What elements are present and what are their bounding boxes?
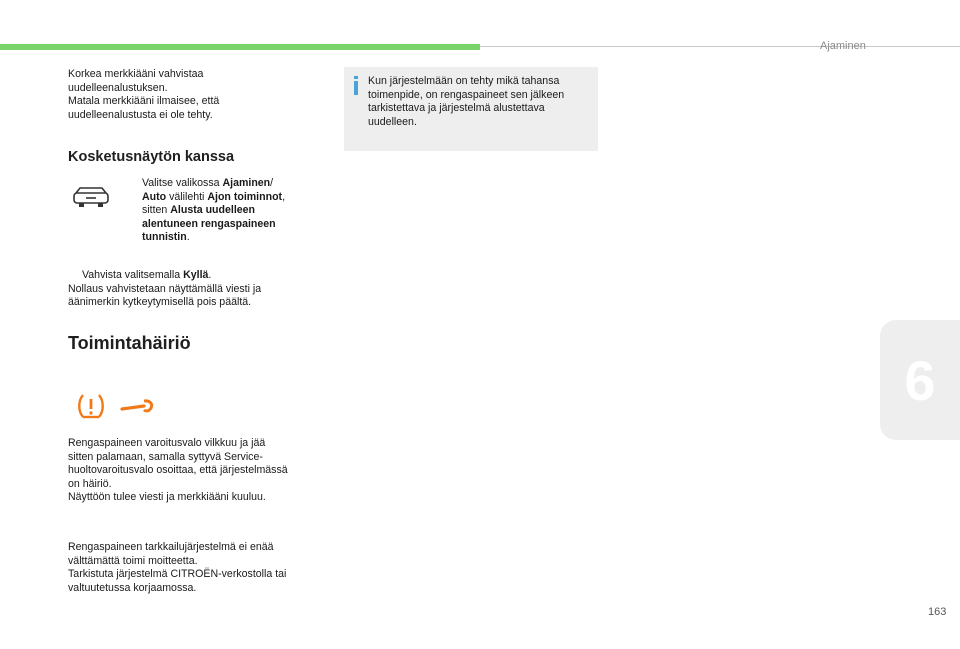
para-line: on häiriö. <box>68 477 112 490</box>
chapter-number: 6 <box>904 348 936 412</box>
info-line: uudelleen. <box>368 115 417 128</box>
car-settings-icon <box>72 185 110 211</box>
intro-line: uudelleenalustuksen. <box>68 81 168 94</box>
step1-bold: Alusta uudelleen <box>170 204 256 216</box>
step1-line <box>128 191 328 205</box>
step2-line: äänimerkin kytkeytymisellä pois päältä. <box>68 296 252 308</box>
malfunction-heading: Toimintahäiriö <box>68 333 191 353</box>
para-line: Rengaspaineen varoitusvalo vilkkuu ja jää <box>68 437 266 449</box>
intro-line: Korkea merkkiääni vahvistaa <box>68 68 204 80</box>
para-line: Tarkistuta järjestelmä CITROËN-verkostolla tai <box>68 568 287 580</box>
intro-line: uudelleenalustusta ei ole tehty. <box>68 108 213 121</box>
header-accent-bar <box>0 44 480 50</box>
info-line: tarkistettava ja järjestelmä alustettava <box>368 102 545 114</box>
step1-text: / <box>270 177 274 189</box>
touchscreen-step2 <box>68 269 338 310</box>
para-line: huoltovaroitusvalo osoittaa, että järjestelmässä <box>68 464 288 476</box>
para-line: valtuutetussa korjaamossa. <box>68 581 197 594</box>
intro-text <box>68 68 338 122</box>
step1-text: , <box>282 190 286 203</box>
step1-bold: Ajon toiminnot <box>207 190 283 203</box>
page-number: 163 <box>928 606 947 618</box>
step1-text: Valitse valikossa <box>142 177 223 189</box>
para-line: välttämättä toimi moitteetta. <box>68 554 198 567</box>
touchscreen-heading: Kosketusnäytön kanssa <box>68 149 235 165</box>
chapter-tab <box>880 320 960 440</box>
service-wrench-icon <box>120 398 154 416</box>
step1-bold: Ajaminen <box>222 177 271 189</box>
step1-line <box>128 231 328 245</box>
step1-line <box>128 218 328 232</box>
info-icon <box>354 76 358 95</box>
para-line: Rengaspaineen tarkkailujärjestelmä ei enää <box>68 541 274 553</box>
header-rule <box>480 46 960 47</box>
section-title: Ajaminen <box>820 40 866 52</box>
step1-line <box>128 204 328 218</box>
step2-line <box>68 269 338 283</box>
step1-text: välilehti <box>166 190 208 203</box>
para-line: Näyttöön tulee viesti ja merkkiääni kuuluu. <box>68 491 266 503</box>
para-line: sitten palamaan, samalla syttyvä Service- <box>68 450 263 463</box>
step2-text: Vahvista valitsemalla <box>82 269 184 281</box>
malfunction-para1 <box>68 437 338 505</box>
info-text <box>368 75 593 129</box>
info-box <box>344 67 598 151</box>
step2-bold: Kyllä <box>183 269 209 281</box>
touchscreen-step1 <box>128 177 328 245</box>
step1-line <box>128 177 328 191</box>
malfunction-para2 <box>68 541 338 595</box>
step2-text: . <box>208 269 212 281</box>
step1-text: . <box>186 231 190 243</box>
step1-text: sitten <box>142 204 171 216</box>
tyre-pressure-warning-icon <box>76 391 106 421</box>
info-line: toimenpide, on rengaspaineet sen jälkeen <box>368 88 565 101</box>
intro-line: Matala merkkiääni ilmaisee, että <box>68 95 220 107</box>
step1-bold: alentuneen rengaspaineen <box>142 217 276 230</box>
step1-bold: Auto <box>142 190 167 203</box>
step2-line: Nollaus vahvistetaan näyttämällä viesti ja <box>68 282 262 295</box>
info-line: Kun järjestelmään on tehty mikä tahansa <box>368 75 560 87</box>
step1-bold: tunnistin <box>142 231 187 243</box>
